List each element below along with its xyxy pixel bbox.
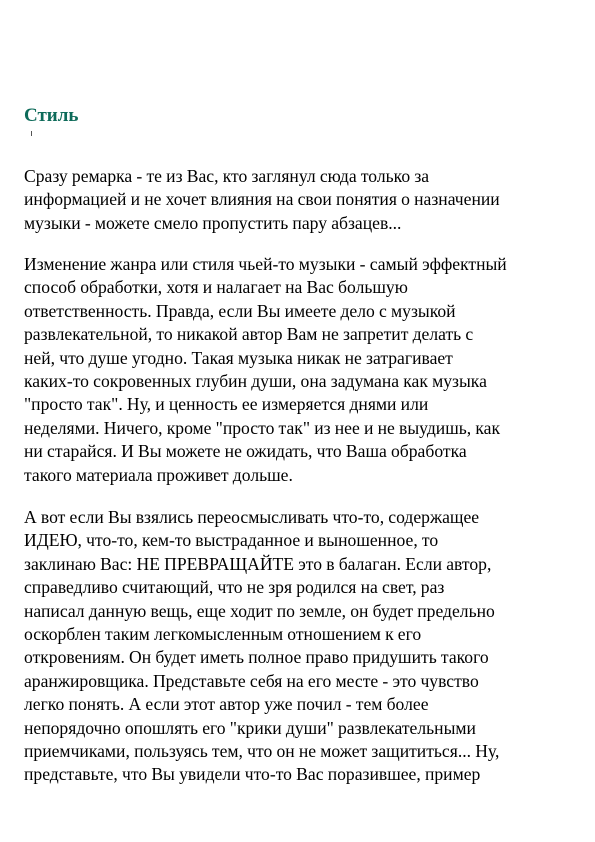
section-heading: Стиль [24, 105, 79, 126]
paragraph-idea: А вот если Вы взялись переосмысливать что-то, содержащее ИДЕЮ, что-то, кем-то выстраданное и выношенное, то заклинаю Вас: НЕ ПРЕВРАЩАЙТЕ это в балаган. Если автор, справедливо считающий, что не зря родился на свет, раз написал данную вещь, еще ходит по земле, он будет предельно оскорблен таким легкомысленным отношением к его откровениям. Он будет иметь полное право придушить такого аранжировщика. Представьте себя на его месте - это чувство легко понять. А если этот автор уже почил - тем более непорядочно опошлять его "крики души" развлекательными приемчиками, пользуясь тем, что он не может защититься... Ну, представьте, что Вы увидели что-то Вас поразившее, пример [24, 507, 500, 785]
paragraph-remark: Сразу ремарка - те из Вас, кто заглянул сюда только за информацией и не хочет влияния на свои понятия о назначении музыки - можете смело пропустить пару абзацев... [24, 166, 500, 233]
heading-underline-mark [31, 131, 32, 136]
paragraph-genre-change: Изменение жанра или стиля чьей-то музыки - самый эффектный способ обработки, хотя и налагает на Вас большую ответственность. Правда, если Вы имеете дело с музыкой развлекательной, то никакой автор Вам не запретит делать с ней, что душе угодно. Такая музыка никак не затрагивает каких-то сокровенных глубин души, она задумана как музыка "просто так". Ну, и ценность ее измеряется днями или неделями. Ничего, кроме "просто так" из нее и не выудишь, как ни старайся. И Вы можете не ожидать, что Ваша обработка такого материала проживет дольше. [24, 254, 507, 485]
